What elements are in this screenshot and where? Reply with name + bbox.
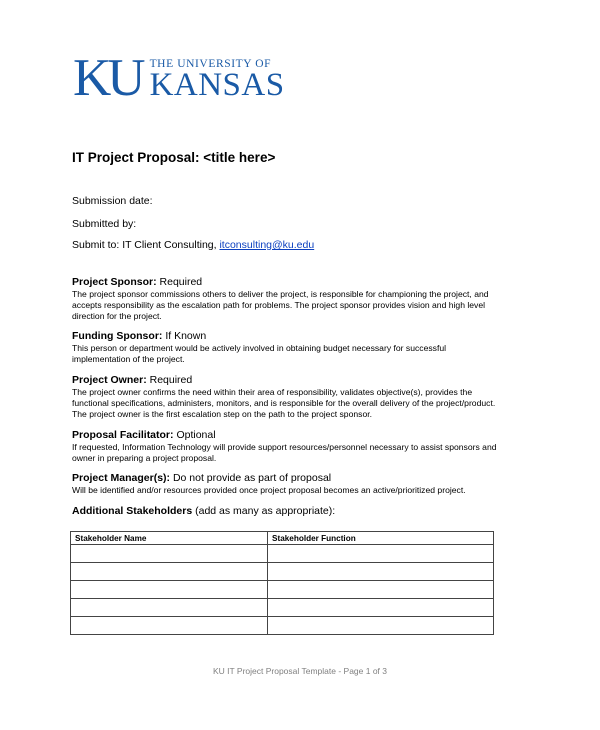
submit-to-label: Submit to: IT Client Consulting, bbox=[72, 239, 217, 251]
table-row bbox=[71, 617, 494, 635]
table-row bbox=[71, 545, 494, 563]
column-header: Stakeholder Function bbox=[268, 532, 494, 545]
table-row bbox=[71, 599, 494, 617]
title-label: IT Project Proposal: bbox=[72, 150, 200, 165]
stakeholder-name-cell[interactable] bbox=[71, 599, 268, 617]
section-status: Required bbox=[146, 374, 193, 386]
table-row bbox=[71, 581, 494, 599]
document-title bbox=[72, 150, 275, 165]
logo-initials: KU bbox=[73, 49, 142, 107]
section-status: If Known bbox=[162, 330, 207, 342]
stakeholder-function-cell[interactable] bbox=[268, 545, 494, 563]
column-header: Stakeholder Name bbox=[71, 532, 268, 545]
title-placeholder: <title here> bbox=[203, 150, 276, 165]
stakeholder-function-cell[interactable] bbox=[268, 599, 494, 617]
logo-line-1: THE UNIVERSITY OF bbox=[149, 58, 272, 70]
section-proposal-facilitator bbox=[72, 429, 512, 464]
section-heading: Proposal Facilitator: bbox=[72, 429, 174, 441]
section-heading: Project Sponsor: bbox=[72, 276, 157, 288]
section-project-sponsor bbox=[72, 276, 512, 322]
section-status: Optional bbox=[173, 429, 216, 441]
page-footer: KU IT Project Proposal Template - Page 1 of 3 bbox=[212, 666, 388, 676]
submission-date: Submission date: bbox=[72, 195, 153, 207]
email-link[interactable]: itconsulting@ku.edu bbox=[219, 239, 315, 251]
stakeholder-name-cell[interactable] bbox=[71, 617, 268, 635]
stakeholder-function-cell[interactable] bbox=[268, 581, 494, 599]
table-header-row bbox=[71, 532, 494, 545]
section-body: The project sponsor commissions others to deliver the project, is responsible for championing the project, and accepts responsibility as the escalation path for problems. The project sponsor provides vision and high level direction for the project. bbox=[72, 289, 489, 321]
stakeholder-name-cell[interactable] bbox=[71, 563, 268, 581]
section-heading: Funding Sponsor: bbox=[72, 330, 163, 342]
logo-line-2: KANSAS bbox=[149, 67, 285, 103]
stakeholder-table bbox=[70, 531, 494, 635]
section-heading: Project Manager(s): bbox=[72, 472, 171, 484]
stakeholder-name-cell[interactable] bbox=[71, 545, 268, 563]
section-project-manager bbox=[72, 472, 512, 496]
section-body: Will be identified and/or resources provided once project proposal becomes an active/prioritized project. bbox=[72, 485, 466, 495]
section-heading: Project Owner: bbox=[72, 374, 147, 386]
section-status: Required bbox=[156, 276, 203, 288]
additional-stakeholders-heading: Additional Stakeholders (add as many as appropriate): bbox=[72, 505, 336, 517]
section-project-owner bbox=[72, 374, 512, 420]
section-body: If requested, Information Technology will provide support resources/personnel necessary to assist sponsors and owner in preparing a project proposal. bbox=[72, 442, 497, 463]
section-body: This person or department would be actively involved in obtaining budget necessary for successful implementation of the project. bbox=[72, 343, 447, 364]
ku-logo bbox=[73, 49, 285, 107]
stakeholder-function-cell[interactable] bbox=[268, 563, 494, 581]
stakeholder-name-cell[interactable] bbox=[71, 581, 268, 599]
table-row bbox=[71, 563, 494, 581]
stakeholder-function-cell[interactable] bbox=[268, 617, 494, 635]
section-funding-sponsor bbox=[72, 330, 512, 365]
section-body: The project owner confirms the need within their area of responsibility, validates objective(s), provides the functional specifications, administers, monitors, and is responsible for the overall delivery of the project/product. The project owner is the first escalation step on the path to the project sponsor. bbox=[72, 387, 496, 419]
submit-to bbox=[72, 239, 314, 251]
submitted-by: Submitted by: bbox=[72, 218, 137, 230]
section-status: Do not provide as part of proposal bbox=[170, 472, 332, 484]
